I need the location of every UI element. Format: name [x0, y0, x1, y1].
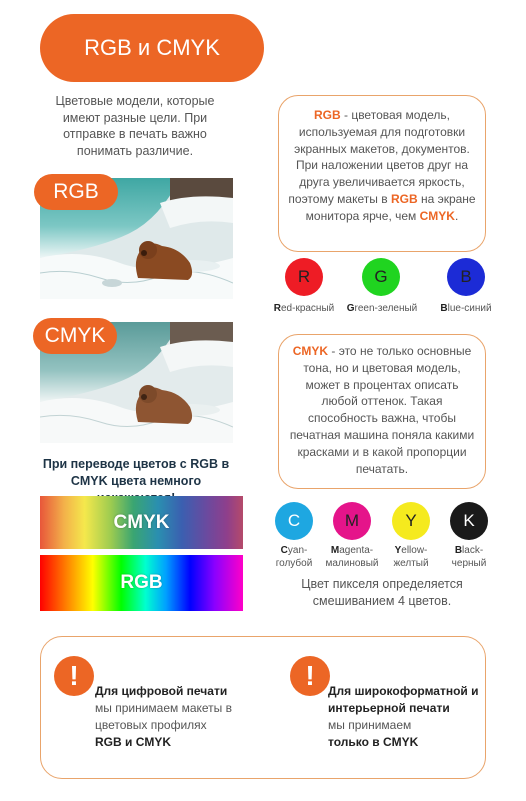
magenta-swatch: [333, 502, 371, 540]
notice-digital-formats: RGB и CMYK: [95, 735, 172, 749]
notice-wideformat: [328, 683, 484, 751]
magenta-label: [320, 545, 384, 570]
rgb-term: RGB: [313, 108, 341, 122]
cyan-initial: C: [280, 545, 288, 556]
yellow-letter: Y: [405, 511, 417, 530]
cmyk-mix-note: Цвет пикселя определяется смешиванием 4 цветов.: [301, 577, 463, 608]
warning-icon-left: !: [54, 656, 94, 696]
yellow-initial: Y: [394, 545, 402, 556]
blue-label-rest: lue-синий: [447, 303, 492, 314]
cyan-letter: C: [287, 511, 301, 530]
cmyk-dot-yellow: [392, 502, 430, 540]
green-label: [336, 303, 428, 316]
blue-label: [428, 303, 504, 316]
rgb-text-end: .: [454, 208, 459, 223]
rgb-text-part1: - цветовая модель, используемая для подготовки экранных макетов, документов. При наложении цветов друг на друга увеличивается яркость, поэтому макеты в: [288, 108, 470, 206]
cmyk-description: [286, 343, 478, 477]
cmyk-term: CMYK: [292, 344, 329, 358]
red-swatch: [285, 258, 323, 296]
magenta-letter: M: [344, 511, 360, 530]
cmyk-dot-black: [450, 502, 488, 540]
rgb-text-part2: на экране монитора ярче, чем: [305, 191, 476, 223]
cmyk-text: - это не только основные тона, но и цветовая модель, может в процентах описать любой оттенок. Такая способность важна, чтобы печатная машина поняла какими красками и в какой пропорции печатать.: [289, 344, 475, 476]
intro-text: Цветовые модели, которые имеют разные цели. При отправке в печать важно понимать различие.: [55, 94, 215, 158]
blue-initial: B: [440, 303, 448, 314]
rgb-dot-green: [362, 258, 400, 296]
yellow-label: [381, 545, 441, 570]
conversion-warning: При переводе цветов с RGB в CMYK цвета немного: [42, 457, 230, 488]
cmyk-dot-magenta: [333, 502, 371, 540]
cmyk-spectrum: [40, 496, 243, 549]
red-initial: R: [273, 303, 281, 314]
rgb-term-2: RGB: [390, 191, 418, 206]
cmyk-spectrum-label: CMYK: [113, 511, 170, 533]
warning-icon-right: !: [290, 656, 330, 696]
cyan-label: [266, 545, 322, 570]
green-initial: G: [346, 303, 355, 314]
red-letter: R: [297, 267, 311, 286]
black-letter: K: [463, 511, 475, 530]
magenta-label-rest: agenta-: [339, 545, 374, 556]
cyan-swatch: [275, 502, 313, 540]
yellow-label-line2: желтый: [393, 557, 429, 569]
black-label-rest: lack-: [462, 545, 484, 556]
rgb-spectrum-label: RGB: [120, 572, 163, 593]
rgb-dot-blue: [447, 258, 485, 296]
cmyk-dot-cyan: [275, 502, 313, 540]
magenta-initial: M: [330, 545, 340, 556]
yellow-swatch: [392, 502, 430, 540]
yellow-label-rest: ellow-: [401, 545, 428, 556]
notice-wideformat-title: Для широкоформатной и интерьерной печати: [328, 684, 479, 715]
notice-digital-text: мы принимаем макеты в цветовых профилях: [95, 701, 233, 732]
red-label-rest: ed-красный: [280, 303, 335, 314]
magenta-label-line2: малиновый: [325, 557, 379, 569]
rgb-spectrum: [40, 555, 243, 611]
green-swatch: [362, 258, 400, 296]
rgb-dot-red: [285, 258, 323, 296]
black-label: [441, 545, 497, 570]
cyan-label-rest: yan-: [287, 545, 308, 556]
cyan-label-line2: голубой: [275, 557, 313, 569]
rgb-description: [286, 107, 478, 225]
page-title: RGB и CMYK: [40, 14, 264, 82]
red-label: [264, 303, 344, 316]
blue-letter: B: [460, 267, 472, 286]
black-swatch: [450, 502, 488, 540]
green-label-rest: reen-зеленый: [354, 303, 418, 314]
notice-wideformat-formats: только в CMYK: [328, 735, 419, 749]
notice-digital-title: Для цифровой печати: [95, 684, 228, 698]
notice-wideformat-text: мы принимаем: [328, 718, 412, 732]
black-initial: B: [454, 545, 463, 556]
rgb-tag: RGB: [34, 174, 118, 210]
green-letter: G: [374, 267, 388, 286]
cmyk-term-inline: CMYK: [419, 208, 455, 223]
blue-swatch: [447, 258, 485, 296]
notice-digital: [95, 683, 270, 751]
black-label-line2: черный: [451, 557, 487, 569]
cmyk-tag: CMYK: [33, 318, 117, 354]
